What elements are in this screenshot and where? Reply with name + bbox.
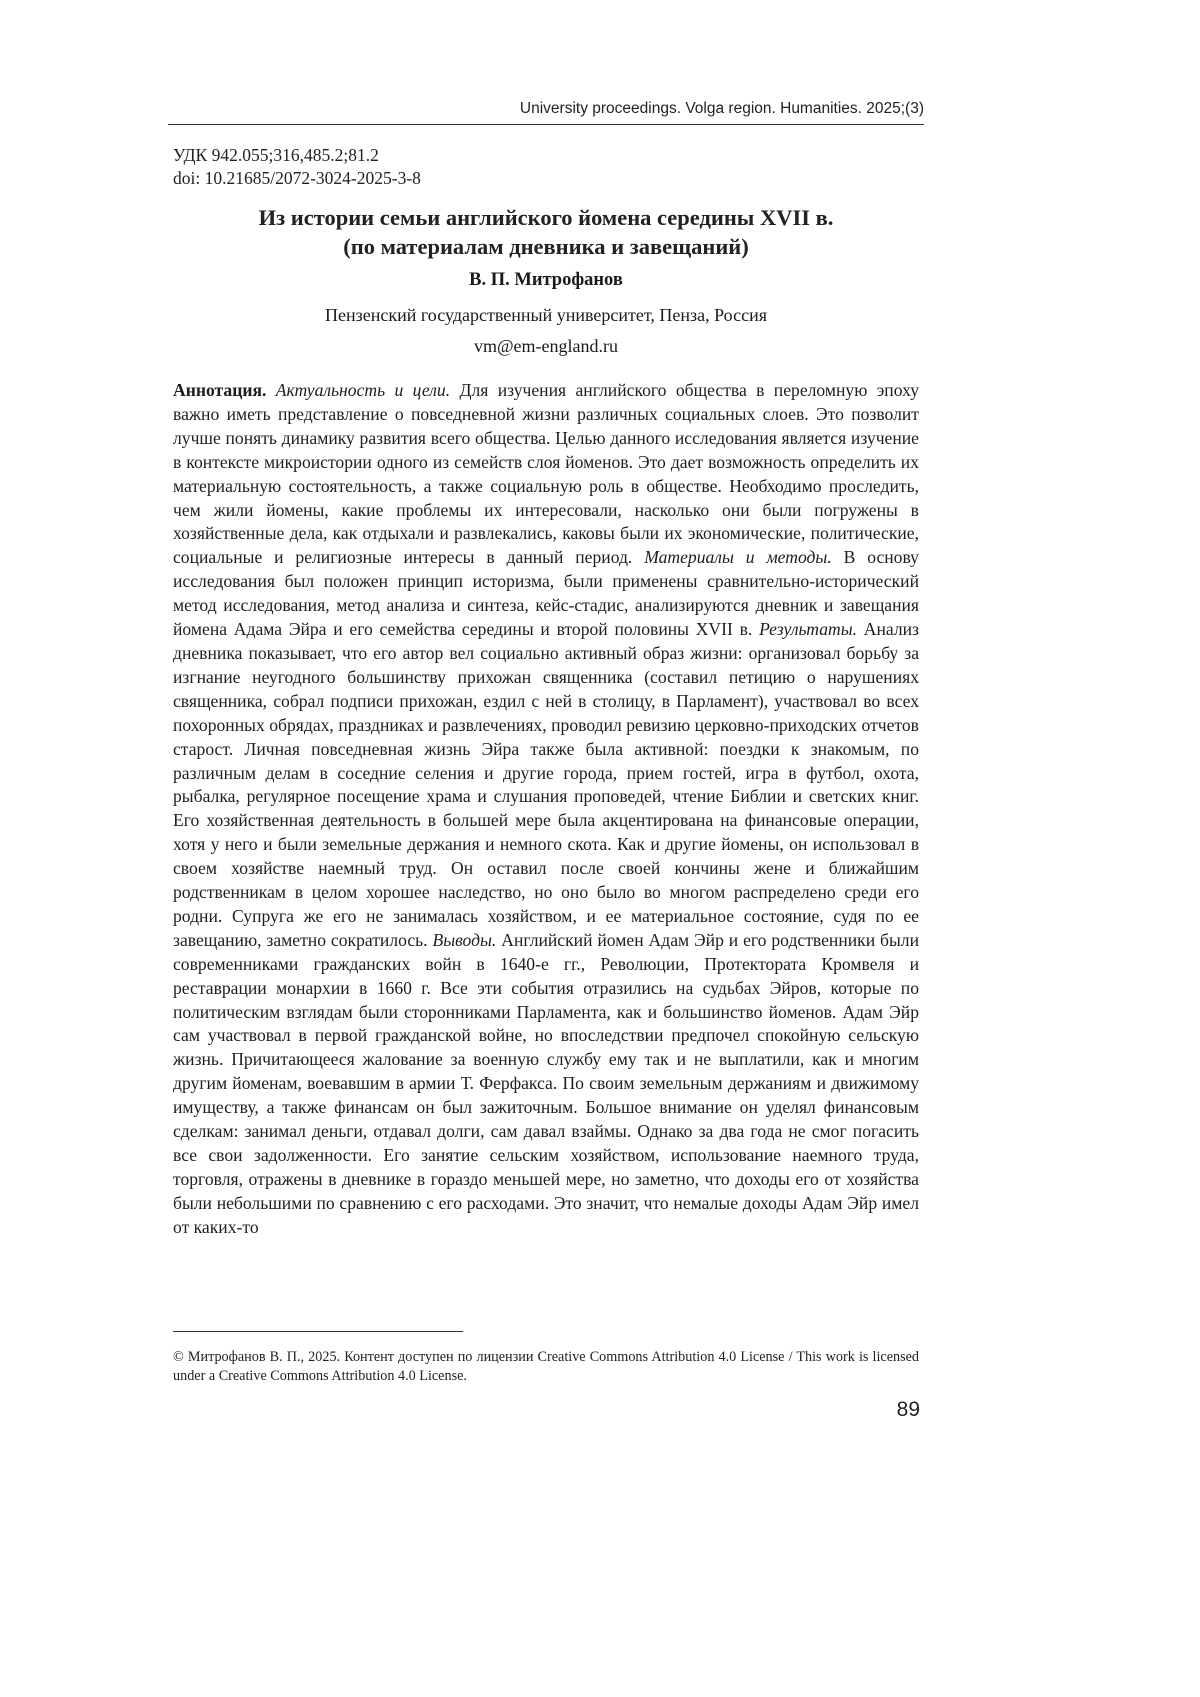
page-number: 89 <box>896 1398 920 1421</box>
abstract-label: Аннотация. <box>173 380 267 400</box>
author-email: vm@em-england.ru <box>473 336 619 356</box>
abstract-heading-relevance: Актуальность и цели. <box>275 380 451 400</box>
footnote-divider <box>173 1331 463 1332</box>
abstract-methods-text: В основу исследования был положен принцип историзма, были применены сравнительно-исторический метод исследования, метод анализа и синтеза, кейс-стадис, анализируются дневник и завещания йомена Адама Эйра и его семейства середины и второй половины XVII в. <box>173 547 919 640</box>
udc-code: УДК 942.055;316,485.2;81.2 <box>173 145 379 165</box>
abstract-conclusions-text: Английский йомен Адам Эйр и его родственники были современниками гражданских войн в 1640-е гг., Революции, Протектората Кромвеля и реставрации монархии в 1660 г. Все эти события отразились на судьбах Эйров, которые по политическим взглядам были сторонниками Парламента, как и большинство йоменов. Адам Эйр сам участвовал в первой гражданской войне, но впоследствии предпочел спокойную сельскую жизнь. Причитающееся жалование за военную службу ему так и не выплатили, как и многим другим йоменам, воевавшим в армии Т. Ферфакса. По своим земельным держаниям и движимому имуществу, а также финансам он был зажиточным. Большое внимание он уделял финансовым сделкам: занимал деньги, отдавал долги, сам давал взаймы. Однако за два года не смог погасить все свои задолженности. Его занятие сельским хозяйством, использование наемного труда, торговля, отражены в дневнике в гораздо меньшей мере, но заметно, что доходы его от хозяйства были небольшими по сравнению с его расходами. Это значит, что немалые доходы Адам Эйр имел от каких-то <box>173 929 920 1237</box>
title-line-2: (по материалам дневника и завещаний) <box>343 234 749 259</box>
article-meta <box>173 144 421 190</box>
running-header: University proceedings. Volga region. Humanities. 2025;(3) <box>168 100 924 125</box>
author-affiliation: Пензенский государственный университет, Пенза, Россия <box>325 305 767 325</box>
article-title <box>168 203 924 261</box>
abstract <box>173 379 919 1240</box>
author-name: В. П. Митрофанов <box>469 270 623 290</box>
abstract-heading-methods: Материалы и методы. <box>644 547 832 568</box>
abstract-relevance-text: Для изучения английского общества в переломную эпоху важно иметь представление о повседневной жизни различных социальных слоев. Это позволит лучше понять динамику развития всего общества. Целью данного исследования является изучение в контексте микроистории одного из семейств слоя йоменов. Это дает возможность определить их материальную состоятельность, а также социальную роль в обществе. Необходимо проследить, чем жили йомены, какие проблемы их интересовали, насколько они были погружены в хозяйственные дела, как отдыхали и развлекались, каковы были их экономические, политические, социальные и религиозные интересы в данный период. <box>173 380 919 568</box>
copyright-footnote: © Митрофанов В. П., 2025. Контент доступен по лицензии Creative Commons Attribution 4.0 License / This work is licensed under a Creative Commons Attribution 4.0 License. <box>173 1349 919 1384</box>
abstract-heading-results: Результаты. <box>759 619 858 640</box>
abstract-heading-conclusions: Выводы. <box>432 929 497 950</box>
doi: doi: 10.21685/2072-3024-2025-3-8 <box>173 168 421 188</box>
abstract-results-text: Анализ дневника показывает, что его автор вел социально активный образ жизни: организовал борьбу за изгнание неугодного большинству прихожан священника (составил петицию о нарушениях священника, собрал подписи прихожан, ездил с ней в столицу, в Парламент), участвовал во всех похоронных обрядах, праздниках и развлечениях, проводил ревизию церковно-приходских отчетов старост. Личная повседневная жизнь Эйра также была активной: поездки к знакомым, по различным делам в соседние селения и другие города, прием гостей, игра в футбол, охота, рыбалка, регулярное посещение храма и слушания проповедей, чтение Библии и светских книг. Его хозяйственная деятельность в большей мере была акцентирована на финансовые операции, хотя у него и были земельные держания и немного скота. Как и другие йомены, он использовал в своем хозяйстве наемный труд. Он оставил после своей кончины жене и ближайшим родственникам в целом хорошее наследство, но оно было во многом распределено среди его родни. Супруга же его не занималась хозяйством, и ее материальное состояние, судя по ее завещанию, заметно сократилось. <box>173 619 919 950</box>
title-line-1: Из истории семьи английского йомена середины XVII в. <box>258 205 834 230</box>
